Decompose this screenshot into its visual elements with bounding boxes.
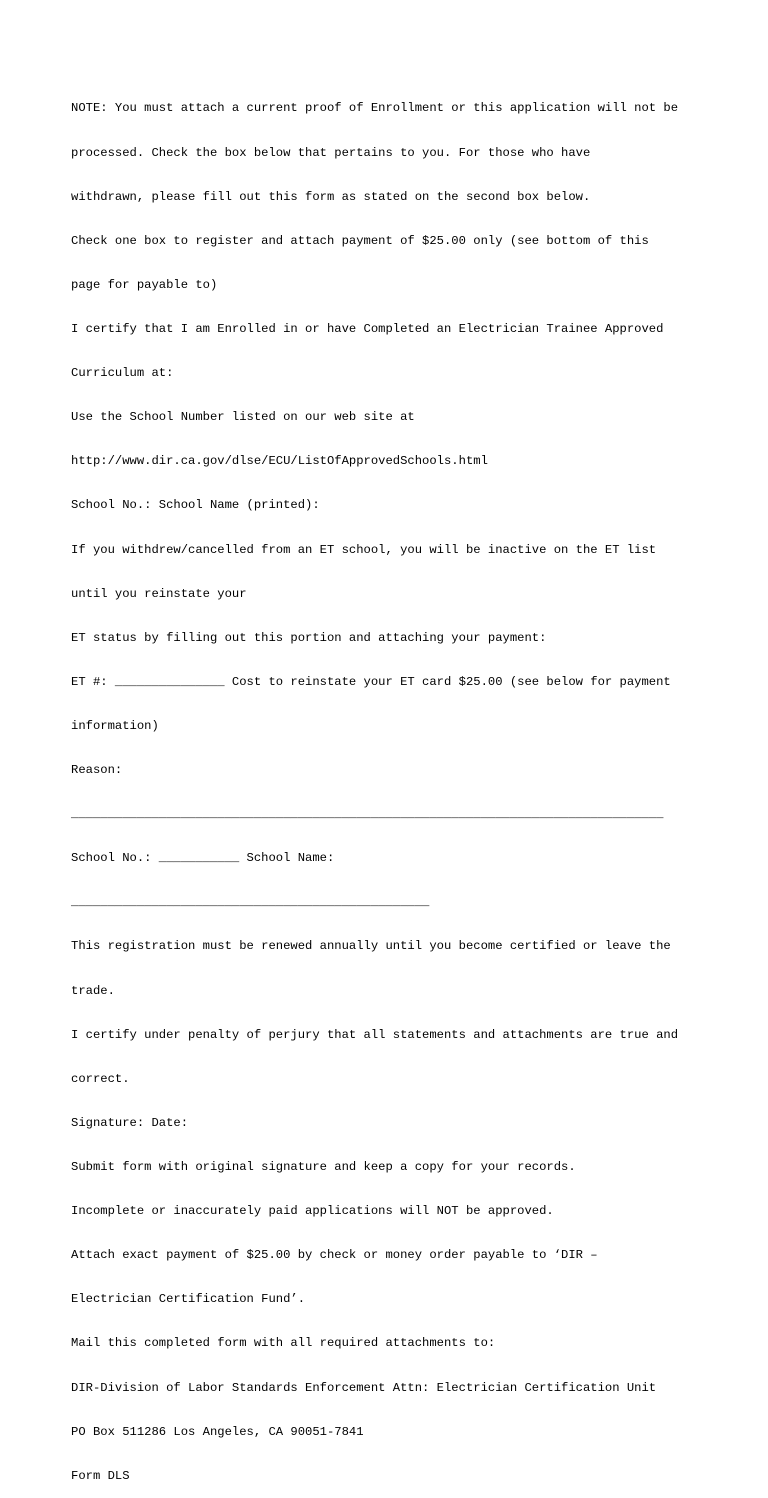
text-line: withdrawn, please fill out this form as stated on the second box below.: [71, 189, 591, 204]
text-line: I certify that I am Enrolled in or have Completed an Electrician Trainee Approved: [71, 321, 664, 336]
text-line: Curriculum at:: [71, 366, 174, 381]
text-line: Reason:: [71, 763, 123, 778]
text-line: information): [71, 718, 159, 733]
text-line: Form DLS: [71, 1468, 130, 1483]
text-line: DIR-Division of Labor Standards Enforcement Attn: Electrician Certification Unit: [71, 1380, 657, 1395]
school-list-url: http://www.dir.ca.gov/dlse/ECU/ListOfApprovedSchools.html: [71, 454, 488, 469]
text-line: School No.: ___________ School Name:: [71, 851, 335, 866]
school-name-underline: _________________________________________________: [71, 895, 430, 910]
text-line: If you withdrew/cancelled from an ET school, you will be inactive on the ET list: [71, 542, 657, 557]
text-line: until you reinstate your: [71, 586, 247, 601]
text-line: ET status by filling out this portion and attaching your payment:: [71, 630, 547, 645]
text-line: correct.: [71, 1071, 130, 1086]
text-line: Mail this completed form with all required attachments to:: [71, 1336, 496, 1351]
text-line: This registration must be renewed annually until you become certified or leave the: [71, 939, 671, 954]
text-line: processed. Check the box below that pertains to you. For those who have: [71, 145, 591, 160]
text-line: ET #: _______________ Cost to reinstate your ET card $25.00 (see below for payment: [71, 674, 671, 689]
text-line: PO Box 511286 Los Angeles, CA 90051-7841: [71, 1424, 364, 1439]
text-line: School No.: School Name (printed):: [71, 498, 320, 513]
text-line: Attach exact payment of $25.00 by check or money order payable to ‘DIR –: [71, 1248, 598, 1263]
text-line: Use the School Number listed on our web site at: [71, 410, 415, 425]
text-line: I certify under penalty of perjury that all statements and attachments are true and: [71, 1027, 679, 1042]
text-line: Electrician Certification Fund’.: [71, 1292, 306, 1307]
text-line: Signature: Date:: [71, 1115, 189, 1130]
document-body: [71, 72, 711, 1498]
text-line: page for payable to): [71, 277, 218, 292]
text-line: NOTE: You must attach a current proof of Enrollment or this application will not be: [71, 101, 679, 116]
text-line: trade.: [71, 983, 115, 998]
text-line: Incomplete or inaccurately paid applications will NOT be approved.: [71, 1204, 554, 1219]
text-line: Submit form with original signature and keep a copy for your records.: [71, 1160, 576, 1175]
text-line: Check one box to register and attach payment of $25.00 only (see bottom of this: [71, 233, 649, 248]
reason-underline: _________________________________________________________________________________: [71, 807, 664, 822]
